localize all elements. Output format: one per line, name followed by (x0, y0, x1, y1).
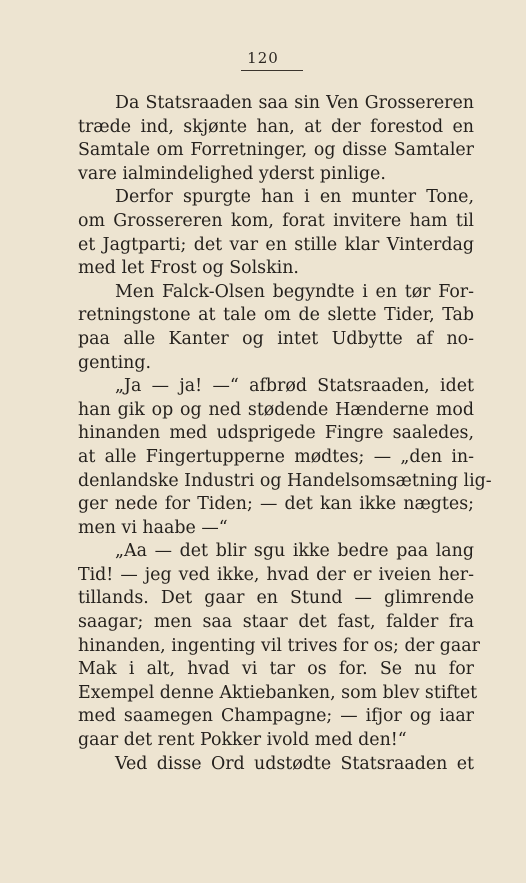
text-line: men vi haabe —“ (78, 517, 228, 538)
text-line: „Ja — ja! —“ afbrød Statsraaden, idet (115, 376, 474, 397)
text-line: denlandske Industri og Handelsomsætning lig- (78, 470, 492, 491)
text-line: Tid! — jeg ved ikke, hvad der er iveien her- (78, 564, 474, 585)
text-line: hinanden, ingenting vil trives for os; der gaar (78, 635, 480, 656)
text-line: tillands. Det gaar en Stund — glimrende (78, 588, 474, 609)
body-text (78, 92, 492, 776)
text-line: ger nede for Tiden; — det kan ikke nægtes; (78, 494, 474, 515)
text-line: „Aa — det blir sgu ikke bedre paa lang (115, 541, 474, 562)
text-line: at alle Fingertupperne mødtes; — „den in- (78, 446, 474, 467)
text-line: Samtale om Forretninger, og disse Samtaler (78, 140, 474, 161)
text-line: genting. (78, 352, 152, 373)
text-line: hinanden med udsprigede Fingre saaledes, (78, 423, 474, 444)
text-line: paa alle Kanter og intet Udbytte af no- (78, 328, 474, 349)
text-line: med saamegen Champagne; — ifjor og iaar (78, 706, 474, 727)
text-line: Derfor spurgte han i en munter Tone, (115, 187, 474, 208)
text-line: Men Falck-Olsen begyndte i en tør For- (115, 281, 474, 302)
text-line: træde ind, skjønte han, at der forestod en (78, 116, 474, 137)
text-line: Da Statsraaden saa sin Ven Grossereren (115, 93, 474, 113)
text-line: gaar det rent Pokker ivold med den!“ (78, 730, 407, 751)
text-line: saagar; men saa staar det fast, falder fra (78, 612, 474, 633)
page-number-rule (241, 70, 303, 71)
text-line: om Grossereren kom, forat invitere ham til (78, 210, 474, 231)
text-line: med let Frost og Solskin. (78, 258, 299, 279)
text-line: vare ialmindelighed yderst pinlige. (78, 163, 386, 184)
text-line: et Jagtparti; det var en stille klar Vinterdag (78, 234, 474, 255)
page-number: 120 (247, 49, 279, 67)
text-line: han gik op og ned stødende Hænderne mod (78, 399, 474, 420)
text-line: Exempel denne Aktiebanken, som blev stiftet (78, 682, 478, 703)
text-line: retningstone at tale om de slette Tider, Tab (78, 305, 474, 326)
text-line: Ved disse Ord udstødte Statsraaden et (115, 753, 474, 774)
text-line: Mak i alt, hvad vi tar os for. Se nu for (78, 659, 474, 680)
